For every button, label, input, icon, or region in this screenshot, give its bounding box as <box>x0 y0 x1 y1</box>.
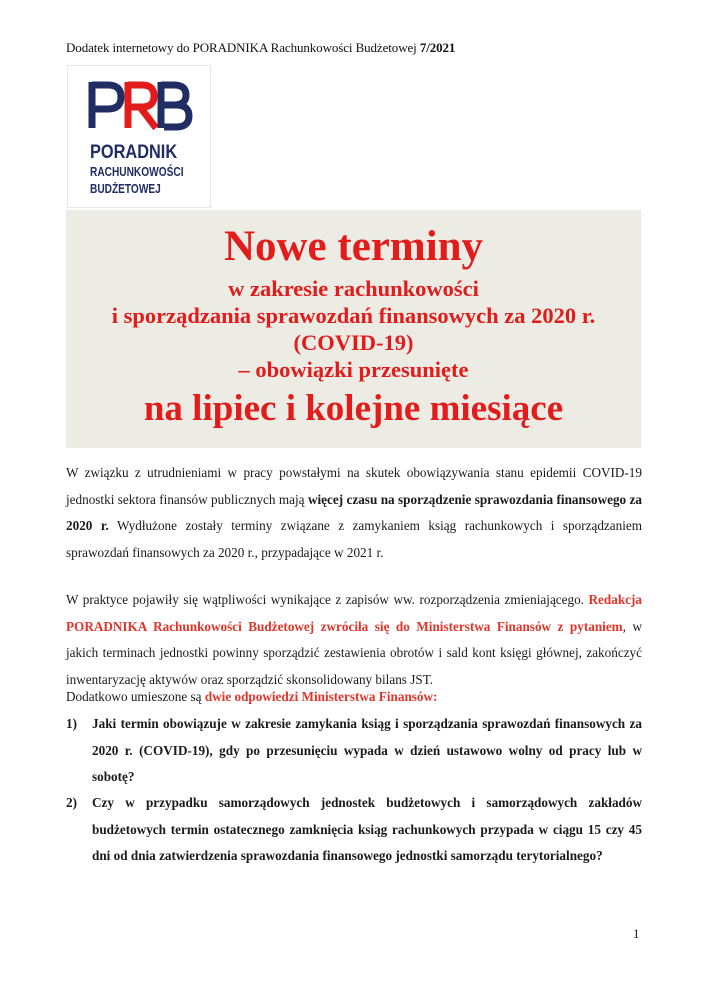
question-text: Czy w przypadku samorządowych jednostek budżetowych i samorządowych zakładów budżetowych termin ostatecznego zamknięcia ksiąg rachunkowych przypada w ciągu 15 czy 45 dni od dnia zatwierdzenia sprawozdania finansowego jednostki samorządu terytorialnego? <box>92 795 642 863</box>
header-issue: 7/2021 <box>419 40 456 55</box>
para1-highlight: więcej czasu na sporządzenie sprawozdania finansowego za 2020 r. <box>66 491 643 533</box>
logo-line-3: BUDŻETOWEJ <box>90 181 161 196</box>
title-line-4: (COVID-19) <box>293 330 414 355</box>
question-text: Jaki termin obowiązuje w zakresie zamykania ksiąg i sporządzania sprawozdań finansowych za 2020 r. (COVID-19), gdy po przesunięciu wypada w dzień ustawowo wolny od pracy lub w sobotę? <box>92 716 642 784</box>
title-line-5: – obowiązki przesunięte <box>238 357 469 382</box>
logo-line-1: PORADNIK <box>90 142 178 163</box>
para2-text-a: W praktyce pojawiły się wątpliwości wynikające z zapisów ww. rozporządzenia zmieniającego. <box>66 592 589 607</box>
title-bottom: na lipiec i kolejne miesiące <box>143 388 564 429</box>
title-banner <box>66 210 641 448</box>
title-line-3: i sporządzania sprawozdań finansowych za 2020 r. <box>111 303 596 328</box>
question-number: 1) <box>66 716 77 731</box>
title-main: Nowe terminy <box>223 223 484 270</box>
para3-highlight: dwie odpowiedzi Ministerstwa Finansów: <box>204 689 438 704</box>
page-number: 1 <box>633 926 640 941</box>
title-line-2: w zakresie rachunkowości <box>228 276 479 301</box>
question-item-2 <box>66 790 642 870</box>
prb-logo <box>68 66 210 207</box>
logo-line-2: RACHUNKOWOŚCI <box>90 164 184 179</box>
paragraph-intro <box>66 460 642 566</box>
header-text: Dodatek internetowy do PORADNIKA Rachunkowości Budżetowej <box>66 40 420 55</box>
question-item-1 <box>66 711 642 791</box>
para1-text-c: Wydłużone zostały terminy związane z zamykaniem ksiąg rachunkowych i sporządzaniem sprawozdań finansowych za 2020 r., przypadające w 2021 r. <box>66 518 642 560</box>
para2-highlight: Redakcja PORADNIKA Rachunkowości Budżetowej zwróciła się do Ministerstwa Finansów z pytaniem <box>66 592 642 634</box>
paragraph-answers-intro <box>66 684 642 711</box>
para3-text-a: Dodatkowo umieszone są <box>66 689 205 704</box>
para1-text-a: W związku z utrudnieniami w pracy powstałymi na skutek obowiązywania stanu epidemii COVID-19 jednostki sektora finansów publicznych mają <box>66 465 642 507</box>
question-number: 2) <box>66 795 77 810</box>
para2-text-c: , w jakich terminach jednostki powinny sporządzić zestawienia obrotów i sald kont księgi głównej, zakończyć inwentaryzację aktywów oraz sporządzić skonsolidowany bilans JST. <box>66 618 642 687</box>
paragraph-editorial <box>66 587 642 693</box>
page-header <box>66 40 455 56</box>
